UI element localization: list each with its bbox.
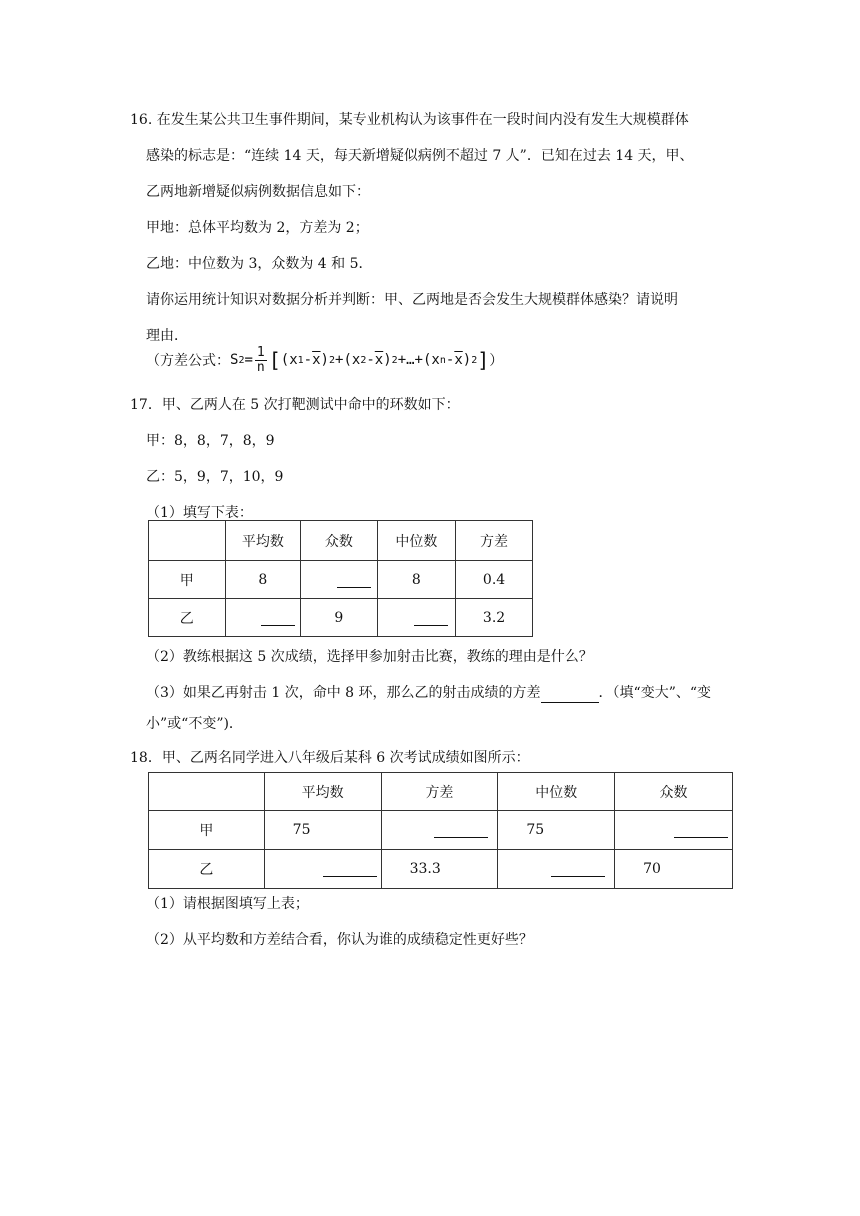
- answer-blank[interactable]: [674, 823, 728, 838]
- q16-line-7: 理由．: [146, 328, 188, 344]
- q17-header-cell: 众数: [301, 521, 378, 561]
- q18-cell: 70: [615, 850, 733, 889]
- q18-cell: 75: [498, 811, 615, 850]
- answer-blank[interactable]: [434, 823, 488, 838]
- q17-header-cell: 方差: [456, 521, 533, 561]
- q17-cell: 9: [301, 599, 378, 637]
- table-row: [149, 561, 533, 599]
- q17-header-cell: [149, 521, 226, 561]
- q18-blank-cell: [264, 850, 381, 889]
- table-row: [149, 599, 533, 637]
- q17-row-label: 乙: [149, 599, 226, 637]
- formula-close: ）: [489, 353, 504, 369]
- q16-line-2: 感染的标志是：“连续 14 天，每天新增疑似病例不超过 7 人”．已知在过去 14 天，甲、: [146, 148, 694, 164]
- q16-line-5: 乙地：中位数为 3，众数为 4 和 5．: [146, 256, 373, 272]
- q18-line-2: （1）请根据图填写上表；: [146, 896, 309, 912]
- q17-cell: 8: [377, 561, 455, 599]
- q17-cell: 0.4: [456, 561, 533, 599]
- q18-header-cell: [149, 773, 265, 811]
- q18-cell: 33.3: [381, 850, 498, 889]
- table-row: [149, 811, 733, 850]
- q17-line-5: （2）教练根据这 5 次成绩，选择甲参加射击比赛，教练的理由是什么？: [146, 649, 593, 665]
- q16-line-3: 乙两地新增疑似病例数据信息如下：: [146, 184, 370, 200]
- q18-line-1: 18．甲、乙两名同学进入八年级后某科 6 次考试成绩如图所示：: [130, 750, 530, 766]
- variance-formula-math: S 2 = $\frac{1}{n}$ [ (x 1 - $\overline{x}$ ) 2 +(x 2 - $\overline{x}$ ) 2 +…+(x n - $\overline{x}$ ) 2 ]: [230, 344, 490, 375]
- q17-table: [148, 520, 533, 637]
- q18-blank-cell: [381, 811, 498, 850]
- q17-line-6-end: ．（填“变大”、“变: [598, 685, 712, 701]
- q18-line-3: （2）从平均数和方差结合看，你认为谁的成绩稳定性更好些？: [146, 932, 533, 948]
- q18-cell: 75: [264, 811, 381, 850]
- answer-blank[interactable]: [414, 611, 448, 626]
- answer-blank[interactable]: [337, 573, 371, 588]
- q17-header-cell: 中位数: [377, 521, 455, 561]
- q17-table-header-row: [149, 521, 533, 561]
- answer-blank[interactable]: [551, 862, 605, 877]
- answer-blank[interactable]: [323, 862, 377, 877]
- q17-cell: 8: [225, 561, 301, 599]
- q17-row-label: 甲: [149, 561, 226, 599]
- q17-line-3: 乙：5，9，7，10，9: [146, 469, 284, 485]
- q18-table-header-row: [149, 773, 733, 811]
- answer-blank[interactable]: [261, 611, 295, 626]
- q18-table: [148, 772, 733, 889]
- q18-header-cell: 众数: [615, 773, 733, 811]
- q17-line-7: 小”或“不变”)．: [146, 716, 243, 732]
- q18-row-label: 甲: [149, 811, 265, 850]
- table-row: [149, 850, 733, 889]
- q18-header-cell: 中位数: [498, 773, 615, 811]
- formula-label: （方差公式：: [146, 353, 230, 369]
- q18-blank-cell: [498, 850, 615, 889]
- variance-formula: [146, 340, 503, 380]
- q16-line-4: 甲地：总体平均数为 2，方差为 2；: [146, 220, 369, 236]
- q18-blank-cell: [615, 811, 733, 850]
- q17-line-6-start: （3）如果乙再射击 1 次，命中 8 环，那么乙的射击成绩的方差: [146, 685, 541, 701]
- q17-line-1: 17．甲、乙两人在 5 次打靶测试中命中的环数如下：: [130, 397, 460, 413]
- q17-blank-cell: [301, 561, 378, 599]
- q17-header-cell: 平均数: [225, 521, 301, 561]
- q18-header-cell: 方差: [381, 773, 498, 811]
- q17-line-4: （1）填写下表：: [146, 505, 253, 521]
- q17-cell: 3.2: [456, 599, 533, 637]
- q18-row-label: 乙: [149, 850, 265, 889]
- q17-line-6: [146, 683, 711, 703]
- q16-line-6: 请你运用统计知识对数据分析并判断：甲、乙两地是否会发生大规模群体感染？请说明: [146, 292, 678, 308]
- q17-blank-cell: [377, 599, 455, 637]
- q17-line-2: 甲：8，8，7，8，9: [146, 433, 275, 449]
- q18-header-cell: 平均数: [264, 773, 381, 811]
- answer-blank[interactable]: [541, 688, 599, 703]
- q17-blank-cell: [225, 599, 301, 637]
- q16-line-1: 16. 在发生某公共卫生事件期间，某专业机构认为该事件在一段时间内没有发生大规模群体: [130, 112, 689, 128]
